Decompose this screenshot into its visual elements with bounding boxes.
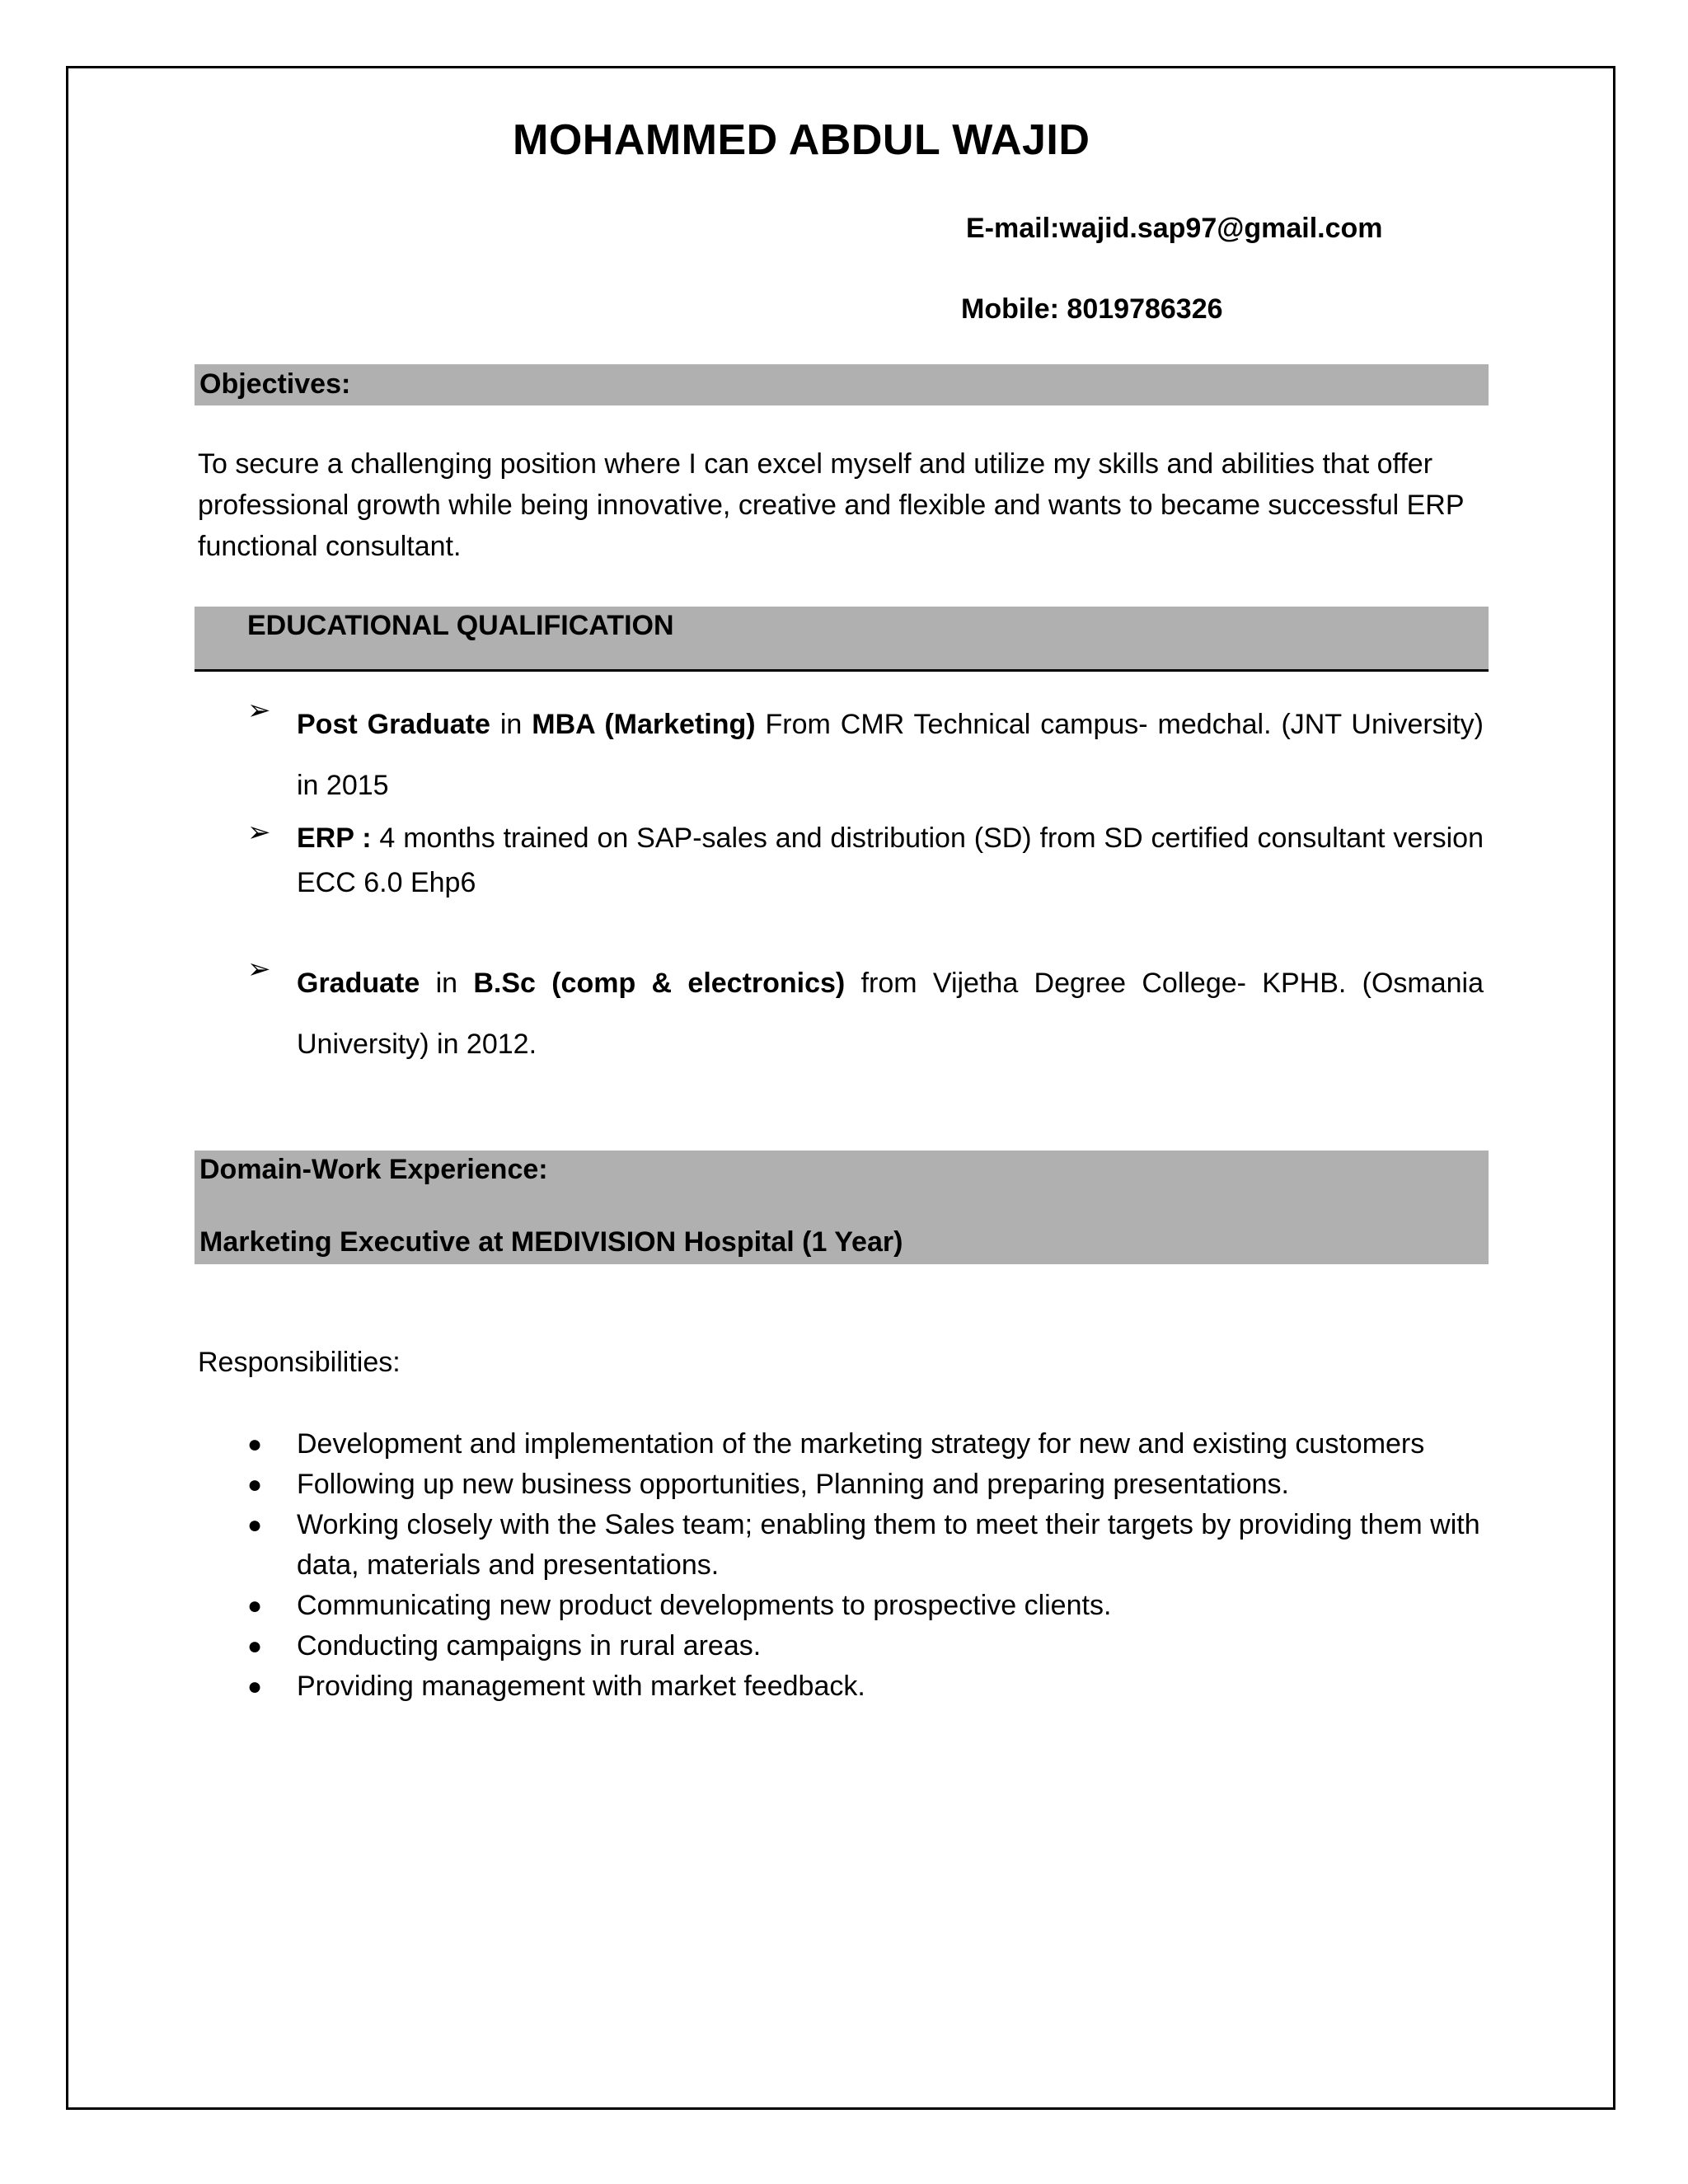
list-item	[247, 1666, 1484, 1707]
education-detail: From CMR Technical campus- medchal. (JNT University) in 2015	[297, 709, 1484, 801]
education-degree-level: Post Graduate	[297, 709, 490, 740]
bullet-icon: ●	[247, 1471, 263, 1498]
email-address: E-mail:wajid.sap97@gmail.com	[966, 213, 1383, 244]
bullet-icon: ●	[247, 1511, 263, 1539]
list-item-text: Communicating new product developments to prospective clients.	[297, 1590, 1112, 1621]
arrow-bullet-icon: ➢	[247, 817, 271, 848]
work-heading: Domain-Work Experience:	[199, 1154, 548, 1185]
responsibilities-list	[247, 1424, 1484, 1707]
education-heading: EDUCATIONAL QUALIFICATION	[247, 610, 674, 641]
list-item-text: Conducting campaigns in rural areas.	[297, 1630, 762, 1661]
education-degree: MBA (Marketing)	[532, 709, 756, 740]
education-item-bsc	[297, 953, 1484, 1075]
bullet-icon: ●	[247, 1633, 263, 1660]
list-item	[247, 1505, 1484, 1586]
list-item	[247, 1586, 1484, 1626]
list-item	[247, 1626, 1484, 1666]
responsibilities-heading: Responsibilities:	[198, 1347, 401, 1378]
education-degree: B.Sc (comp & electronics)	[473, 968, 846, 999]
list-item-text: Providing management with market feedback.	[297, 1671, 865, 1702]
education-detail: from Vijetha Degree College- KPHB. (Osmania University) in 2012.	[297, 968, 1484, 1060]
education-detail: 4 months trained on SAP-sales and distribution (SD) from SD certified consultant version ECC 6.0 Ehp6	[297, 823, 1484, 898]
list-item	[247, 1424, 1484, 1465]
list-item	[247, 1465, 1484, 1505]
education-connector: in	[490, 709, 532, 740]
bullet-icon: ●	[247, 1592, 263, 1619]
objectives-text: To secure a challenging position where I can excel myself and utilize my skills and abilities that offer professional growth while being innovative, creative and flexible and wants to became successful ERP functional consultant.	[198, 448, 1464, 562]
work-role: Marketing Executive at MEDIVISION Hospital (1 Year)	[199, 1226, 903, 1258]
candidate-name: MOHAMMED ABDUL WAJID	[513, 116, 1090, 164]
mobile-number: Mobile: 8019786326	[961, 293, 1223, 325]
education-degree-level: Graduate	[297, 968, 420, 999]
arrow-bullet-icon: ➢	[247, 954, 271, 985]
list-item-text: Following up new business opportunities, Planning and preparing presentations.	[297, 1469, 1289, 1500]
arrow-bullet-icon: ➢	[247, 695, 271, 726]
education-connector: in	[420, 968, 474, 999]
objectives-heading: Objectives:	[199, 368, 351, 400]
objectives-heading-band	[195, 364, 1489, 405]
list-item-text: Working closely with the Sales team; enabling them to meet their targets by providing them with data, materials and presentations.	[297, 1509, 1480, 1581]
education-item-erp	[297, 816, 1484, 905]
bullet-icon: ●	[247, 1431, 263, 1458]
list-item-text: Development and implementation of the marketing strategy for new and existing customers	[297, 1428, 1425, 1460]
bullet-icon: ●	[247, 1673, 263, 1700]
education-degree-level: ERP :	[297, 823, 372, 854]
education-item-mba	[297, 694, 1484, 816]
